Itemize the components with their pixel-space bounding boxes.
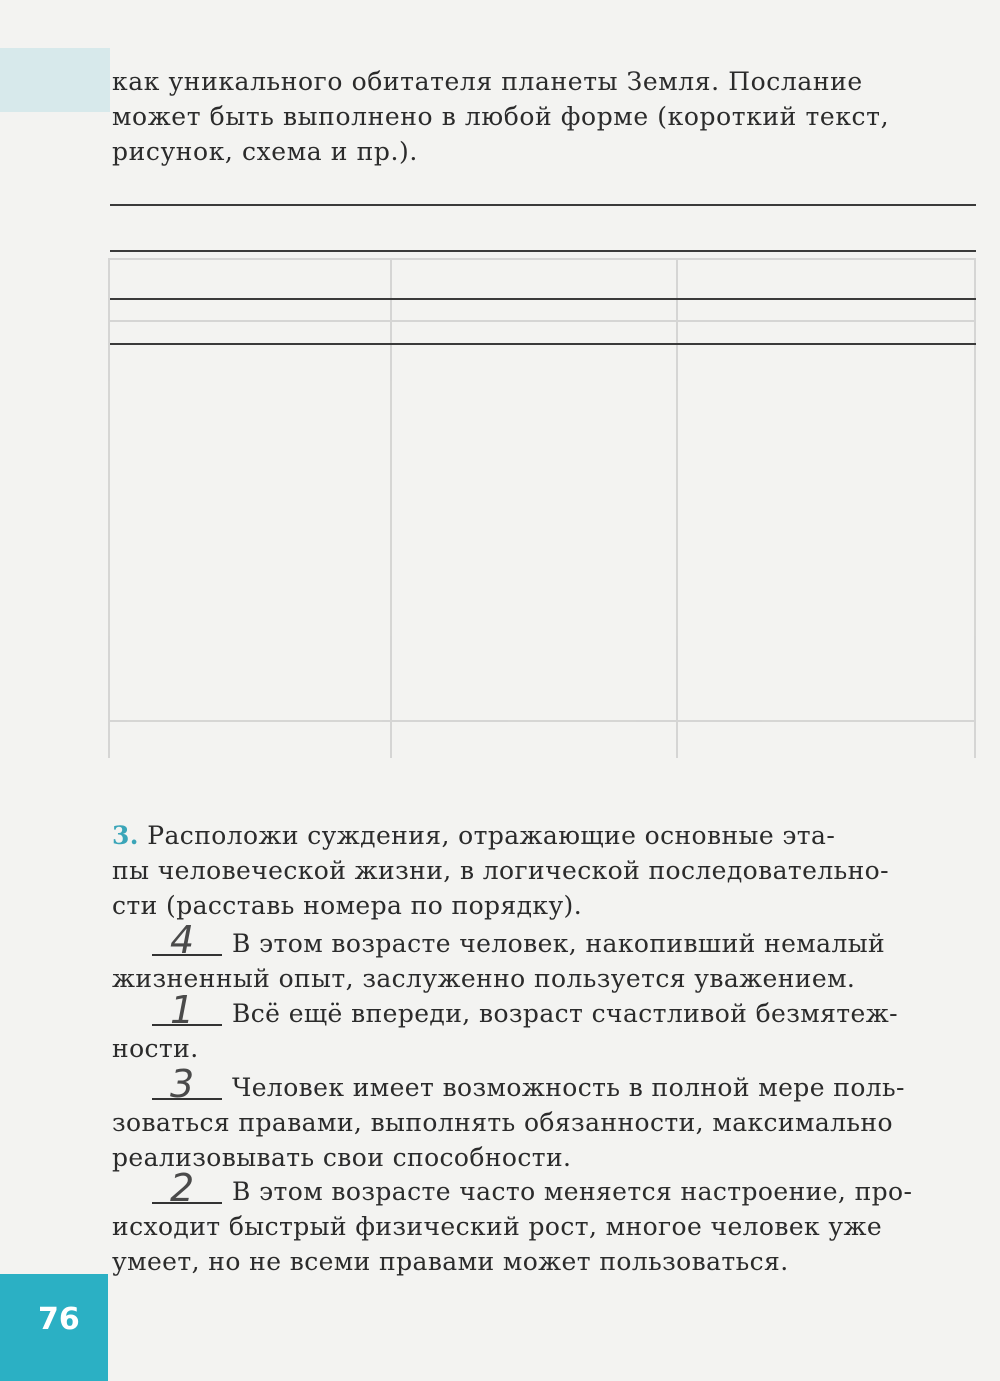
statement-line: Человек имеет возможность в полной мере поль-	[232, 1073, 905, 1102]
statement-item	[112, 1166, 974, 1279]
instruction-line: 3. Расположи суждения, отражающие основные эта-	[112, 821, 836, 850]
statement-line: В этом возрасте часто меняется настроение, про-	[232, 1177, 913, 1206]
page-number: 76	[38, 1302, 80, 1337]
statement-line: реализовывать свои способности.	[112, 1143, 572, 1172]
statement-item	[112, 918, 974, 996]
statement-line: ности.	[112, 1034, 199, 1063]
task-number: 3.	[112, 821, 139, 850]
instruction-line: пы человеческой жизни, в логической последовательно-	[112, 856, 889, 885]
answer-line-4[interactable]	[110, 343, 976, 345]
task-3-instruction	[112, 818, 974, 923]
handwritten-answer: 1	[170, 988, 195, 1032]
statement-line: исходит быстрый физический рост, многое человек уже	[112, 1212, 883, 1241]
handwritten-answer: 3	[170, 1062, 195, 1106]
statement-item	[112, 1062, 974, 1175]
answer-line-1[interactable]	[110, 204, 976, 206]
statement-line: зоваться правами, выполнять обязанности, максимально	[112, 1108, 893, 1137]
statement-line: В этом возрасте человек, накопивший немалый	[232, 929, 886, 958]
intro-line: может быть выполнено в любой форме (короткий текст,	[112, 102, 890, 131]
statement-item	[112, 988, 974, 1066]
instruction-line: сти (расставь номера по порядку).	[112, 891, 583, 920]
statement-line: жизненный опыт, заслуженно пользуется уважением.	[112, 964, 856, 993]
top-color-band	[0, 48, 110, 112]
answer-blank[interactable]	[152, 988, 222, 1032]
answer-blank[interactable]	[152, 1062, 222, 1106]
answer-line-2[interactable]	[110, 250, 976, 252]
handwritten-answer: 4	[170, 918, 195, 962]
answer-line-3[interactable]	[110, 298, 976, 300]
intro-line: как уникального обитателя планеты Земля. Послание	[112, 67, 863, 96]
handwritten-answer: 2	[170, 1166, 195, 1210]
statement-line: Всё ещё впереди, возраст счастливой безмятеж-	[232, 999, 898, 1028]
intro-line: рисунок, схема и пр.).	[112, 137, 418, 166]
intro-text	[112, 64, 978, 169]
answer-blank[interactable]	[152, 918, 222, 962]
statement-line: умеет, но не всеми правами может пользоваться.	[112, 1247, 789, 1276]
answer-blank[interactable]	[152, 1166, 222, 1210]
show-through-table	[108, 258, 976, 758]
